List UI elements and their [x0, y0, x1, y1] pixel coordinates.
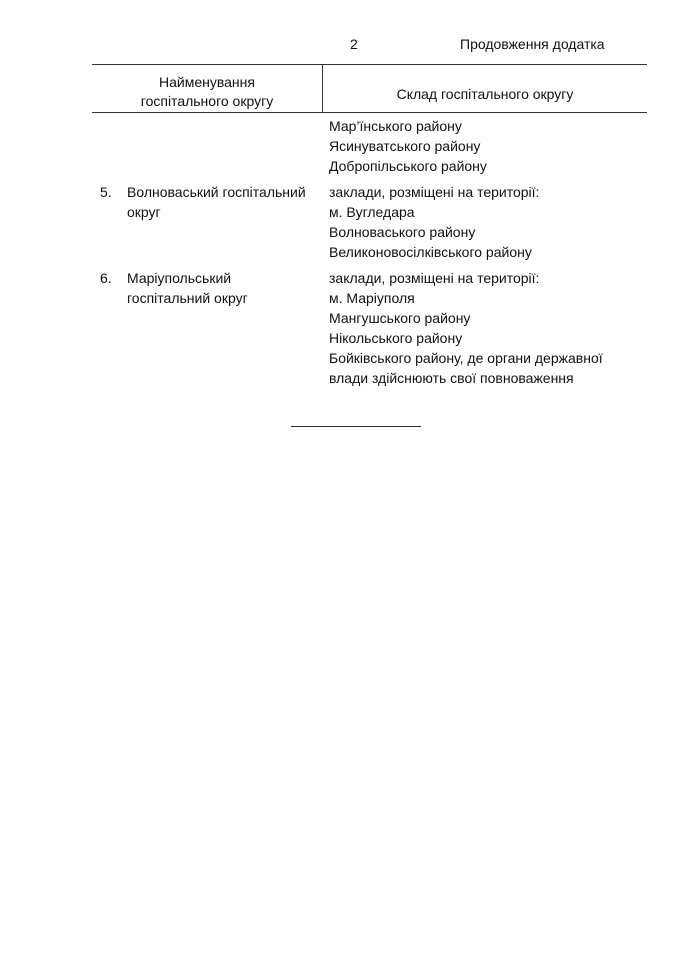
district-name-line: Волноваський госпітальний [127, 184, 306, 200]
row-number: 5. [100, 184, 112, 200]
row-number: 6. [100, 270, 112, 286]
composition-line: влади здійснюють свої повноваження [329, 370, 574, 386]
composition-line: Мангушського району [329, 310, 471, 326]
hospital-districts-table [92, 64, 647, 392]
table-row [92, 268, 647, 392]
composition-line: Ясинуватського району [329, 138, 481, 154]
column-header-name-line1: Найменування [159, 74, 255, 90]
composition-cell [329, 182, 647, 262]
column-header-name-line2: госпітального округу [140, 93, 274, 109]
column-header-name [92, 73, 322, 111]
page-number: 2 [350, 36, 358, 52]
district-name [127, 268, 327, 308]
composition-cell [329, 116, 647, 176]
table-row-continued [92, 116, 647, 176]
composition-line: заклади, розміщені на території: [329, 270, 540, 286]
composition-line: Нікольського району [329, 330, 463, 346]
composition-cell [329, 268, 647, 388]
composition-line: м. Вугледара [329, 204, 415, 220]
composition-line: Мар’їнського району [329, 118, 462, 134]
district-name-line: Маріупольський [127, 270, 232, 286]
composition-line: Великоновосілківського району [329, 244, 532, 260]
district-name-line: округ [127, 204, 161, 220]
composition-line: Бойківського району, де органи державної [329, 350, 603, 366]
composition-line: Волноваського району [329, 224, 476, 240]
composition-line: м. Маріуполя [329, 290, 415, 306]
table-row [92, 182, 647, 268]
district-name [127, 182, 327, 222]
column-header-composition: Склад госпітального округу [396, 86, 574, 102]
composition-line: заклади, розміщені на території: [329, 184, 540, 200]
end-of-document-rule [291, 426, 421, 427]
composition-line: Добропільського району [329, 158, 487, 174]
continuation-label: Продовження додатка [460, 36, 605, 52]
district-name-line: госпітальний округ [127, 290, 248, 306]
table-header [92, 64, 647, 113]
